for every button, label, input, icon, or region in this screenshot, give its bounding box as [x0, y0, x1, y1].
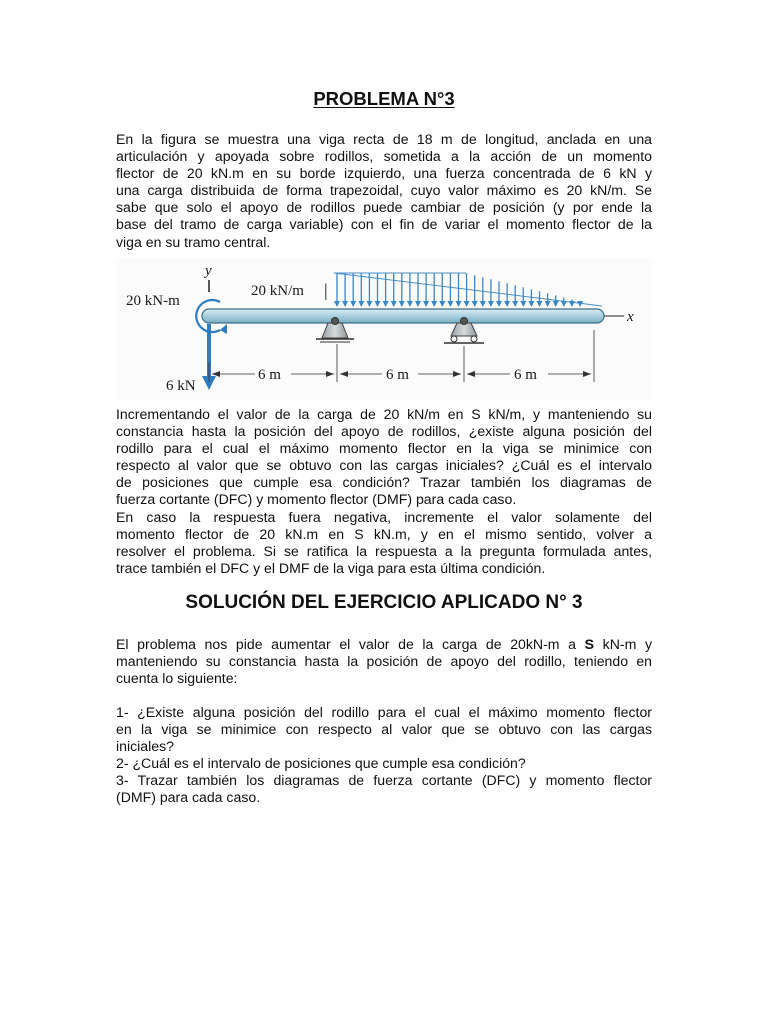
dimension-label-1: 6 m	[258, 367, 281, 383]
text-line: trace también el DFC y el DMF de la viga para esta última condición.	[116, 559, 546, 576]
load-arrow	[423, 273, 429, 307]
y-axis-label: y	[205, 263, 212, 279]
solution-items	[116, 704, 652, 807]
text-line: resolver el problema. Si se ratifica la respuesta a la pregunta formulada antes,	[116, 542, 652, 559]
load-arrow	[342, 273, 348, 307]
dimension-label-2: 6 m	[386, 367, 409, 383]
load-arrow	[439, 273, 445, 307]
text-line: una carga distribuida de forma trapezoidal, cuyo valor máximo es 20 kN/m. Se	[116, 182, 652, 199]
load-label: 20 kN/m	[251, 283, 304, 299]
text-line	[116, 636, 652, 653]
text-line: fuerza cortante (DFC) y momento flector (DMF) para cada caso.	[116, 491, 517, 508]
beam-diagram	[116, 258, 652, 400]
list-item: 1- ¿Existe alguna posición del rodillo para el cual el máximo momento flector	[116, 704, 652, 720]
list-item: 3- Trazar también los diagramas de fuerza cortante (DFC) y momento flector	[116, 772, 652, 789]
text-line: Incrementando el valor de la carga de 20 kN/m en S kN/m, y manteniendo su	[116, 406, 652, 422]
load-arrow	[561, 297, 567, 307]
load-arrow	[569, 299, 575, 307]
text-line: En la figura se muestra una viga recta de 18 m de longitud, anclada en una	[116, 131, 652, 147]
text-line: constancia hasta la posición del apoyo de rodillos, ¿existe alguna posición del	[116, 423, 652, 440]
text-line: viga en su tramo central.	[116, 233, 271, 250]
load-arrow	[415, 273, 421, 307]
beam-figure	[116, 258, 652, 400]
solution-intro	[116, 636, 652, 687]
load-arrow	[334, 273, 340, 307]
load-arrow	[407, 273, 413, 307]
text-line: En caso la respuesta fuera negativa, incremente el valor solamente del	[116, 508, 652, 525]
text-line: de posiciones que cumple esa condición? Trazar también los diagramas de	[116, 474, 652, 491]
load-arrow	[496, 281, 502, 307]
load-label-bracket: |	[324, 280, 328, 300]
text-line: rodillo para el cual el máximo momento flector en la viga se minimice con	[116, 440, 652, 457]
text-line: sabe que solo el apoyo de rodillos puede cambiar de posición (y por ende la	[116, 199, 652, 216]
load-arrow	[456, 273, 462, 307]
list-item: 2- ¿Cuál es el intervalo de posiciones que cumple esa condición?	[116, 755, 526, 772]
bold-s: S	[584, 636, 595, 652]
list-item: en la viga se minimice con respecto al valor que se obtuvo con las cargas	[116, 721, 652, 738]
text-line: articulación y apoyada sobre rodillos, sometida a la acción de un momento	[116, 148, 652, 165]
text-line: cuenta lo siguiente:	[116, 670, 238, 687]
list-item: iniciales?	[116, 738, 174, 755]
text-segment: kN-m y	[594, 636, 652, 652]
moment-label: 20 kN-m	[126, 293, 180, 309]
force-label: 6 kN	[166, 378, 196, 394]
text-line: manteniendo su constancia hasta la posición de apoyo del rodillo, teniendo en	[116, 653, 652, 670]
load-arrow	[537, 291, 543, 307]
dimension-label-3: 6 m	[514, 367, 537, 383]
text-line: respecto al valor que se obtuvo con las cargas iniciales? ¿Cuál es el intervalo	[116, 457, 652, 474]
load-arrow	[545, 293, 551, 307]
load-arrow	[488, 279, 494, 307]
load-arrow	[472, 275, 478, 307]
list-item: (DMF) para cada caso.	[116, 789, 261, 806]
load-arrow	[447, 273, 453, 307]
load-arrow	[431, 273, 437, 307]
load-arrow	[520, 287, 526, 307]
load-arrow	[358, 273, 364, 307]
load-arrow	[399, 273, 405, 307]
load-arrow	[391, 273, 397, 307]
problem-question	[116, 406, 652, 577]
load-arrow	[553, 295, 559, 307]
load-arrow	[528, 289, 534, 307]
solution-title: SOLUCIÓN DEL EJERCICIO APLICADO N° 3	[185, 592, 583, 613]
x-axis-label: x	[627, 309, 634, 325]
text-line: base del tramo de carga variable) con el fin de variar el momento flector de la	[116, 216, 652, 233]
load-arrow	[512, 285, 518, 307]
load-arrow	[383, 273, 389, 307]
text-line: momento flector de 20 kN.m en S kN.m, y en el mismo sentido, volver a	[116, 525, 652, 542]
problem-title: PROBLEMA N°3	[313, 88, 455, 109]
load-arrow	[480, 277, 486, 307]
text-segment: El problema nos pide aumentar el valor de la carga de 20kN-m a	[116, 636, 585, 652]
load-arrow	[504, 283, 510, 307]
load-arrow	[350, 273, 356, 307]
problem-intro	[116, 131, 652, 251]
beam	[202, 309, 604, 323]
text-line: flector de 20 kN.m en su borde izquierdo, una fuerza concentrada de 6 kN y	[116, 165, 652, 182]
